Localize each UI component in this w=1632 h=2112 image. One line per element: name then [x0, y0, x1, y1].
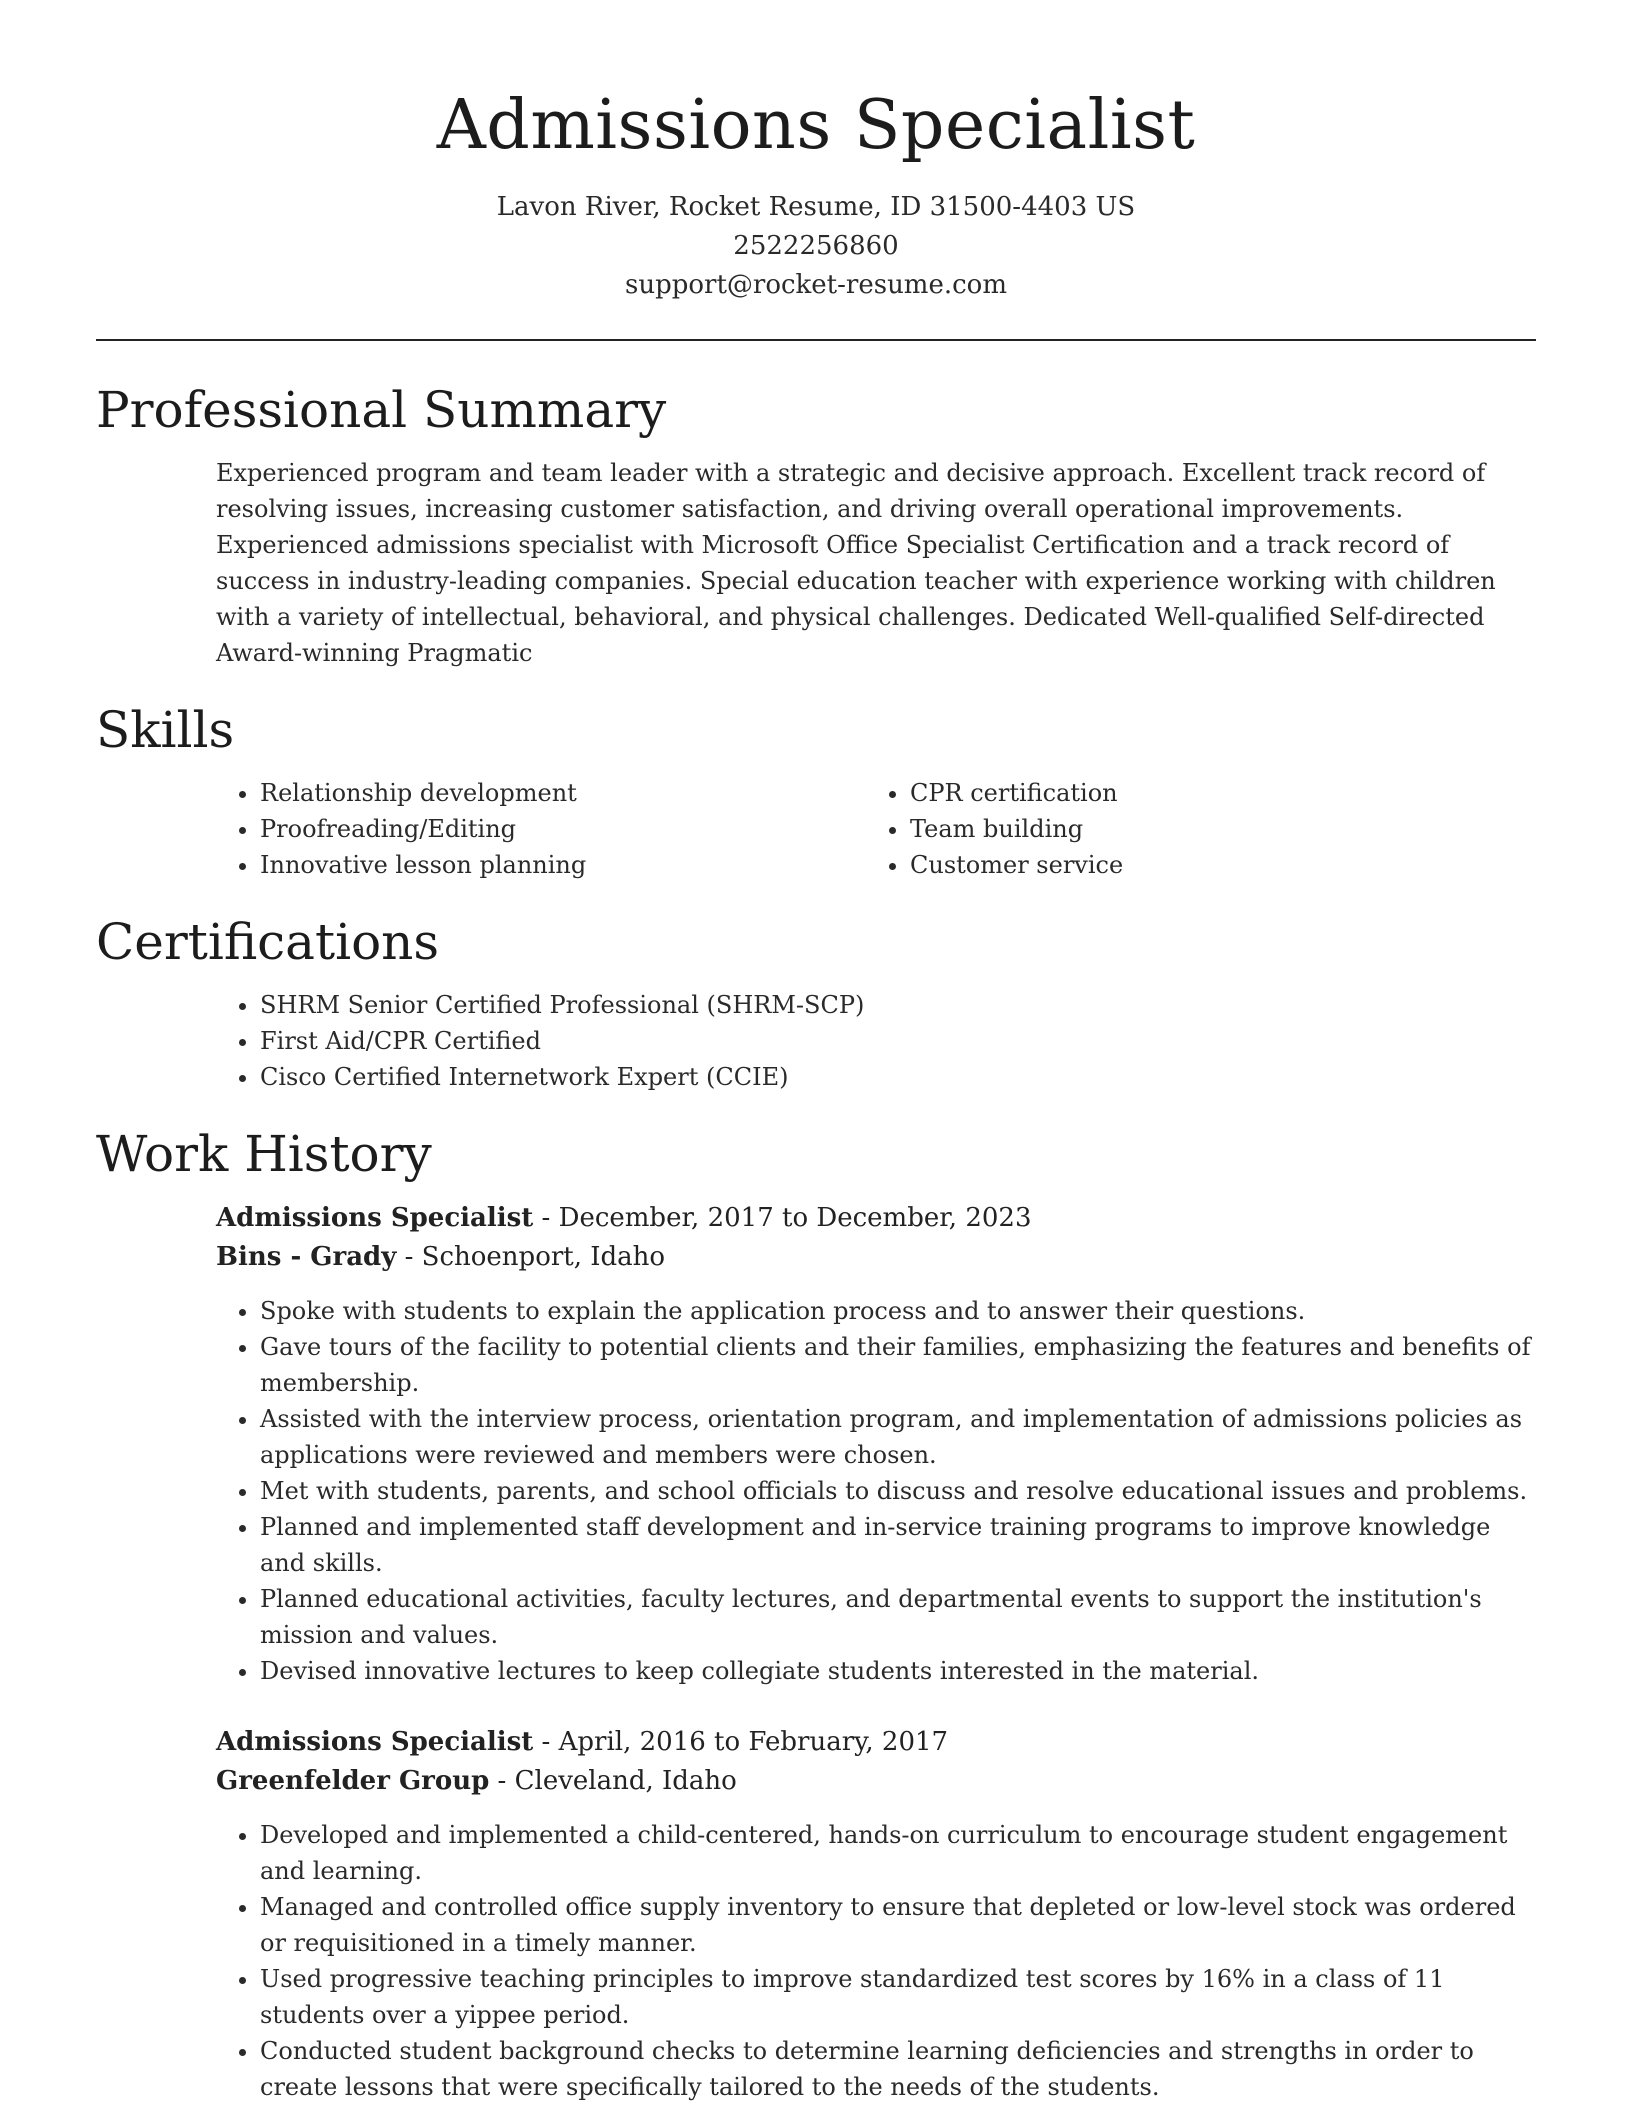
candidate-name: Admissions Specialist: [436, 86, 1196, 165]
skill-item: • Innovative lesson planning: [260, 847, 866, 883]
job-title-line: [216, 1199, 1536, 1238]
job-dates: - December, 2017 to December, 2023: [533, 1203, 1032, 1233]
contact-info: [96, 188, 1536, 305]
job-entry: [216, 1199, 1536, 1689]
job-bullet: • Devised innovative lectures to keep collegiate students interested in the material.: [260, 1653, 1536, 1689]
skill-item: • Relationship development: [260, 775, 866, 811]
contact-address: Lavon River, Rocket Resume, ID 31500-4403 US: [496, 192, 1136, 222]
skills-column-right: [866, 775, 1516, 883]
job-bullet: • Met with students, parents, and school officials to discuss and resolve educational issues and problems.: [260, 1473, 1536, 1509]
job-company-line: [216, 1238, 1536, 1277]
resume-header: [96, 0, 1536, 305]
certification-item: • First Aid/CPR Certified: [260, 1023, 1536, 1059]
skill-item: • Customer service: [910, 847, 1516, 883]
job-dates: - April, 2016 to February, 2017: [533, 1727, 949, 1757]
certification-item: • SHRM Senior Certified Professional (SHRM-SCP): [260, 987, 1536, 1023]
job-bullet: • Planned and implemented staff development and in-service training programs to improve knowledge and skills.: [260, 1509, 1536, 1581]
job-title: Admissions Specialist: [216, 1727, 534, 1757]
summary-text: Experienced program and team leader with a strategic and decisive approach. Excellent track record of resolving issues, increasing customer satisfaction, and driving overall operational improvements. Experienced admissions specialist with Microsoft Office Specialist Certification and a track record of success in industry-leading companies. Special education teacher with experience working with children with a variety of intellectual, behavioral, and physical challenges. Dedicated Well-qualified Self-directed Award-winning Pragmatic: [216, 459, 1496, 667]
job-entry: [216, 1723, 1536, 2105]
summary-section: [96, 379, 1536, 671]
header-divider: [96, 339, 1536, 341]
certification-item: • Cisco Certified Internetwork Expert (CCIE): [260, 1059, 1536, 1095]
job-title-line: [216, 1723, 1536, 1762]
certifications-list: [216, 987, 1536, 1095]
resume-page: [96, 0, 1536, 2105]
job-bullet: • Developed and implemented a child-centered, hands-on curriculum to encourage student engagement and learning.: [260, 1817, 1536, 1889]
certifications-section: [96, 911, 1536, 1095]
job-bullet: • Conducted student background checks to determine learning deficiencies and strengths in order to create lessons that were specifically tailored to the needs of the students.: [260, 2033, 1536, 2105]
job-company-line: [216, 1762, 1536, 1801]
skills-heading: Skills: [96, 701, 235, 759]
job-bullet: • Assisted with the interview process, orientation program, and implementation of admissions policies as applications were reviewed and members were chosen.: [260, 1401, 1536, 1473]
certifications-heading: Certifications: [96, 913, 440, 971]
skills-grid: [216, 775, 1536, 883]
job-bullets: [216, 1817, 1536, 2105]
job-bullet: • Used progressive teaching principles to improve standardized test scores by 16% in a class of 11 students over a yippee period.: [260, 1961, 1536, 2033]
job-location: - Cleveland, Idaho: [489, 1766, 737, 1796]
skills-column-left: [216, 775, 866, 883]
skill-item: • CPR certification: [910, 775, 1516, 811]
work-history-section: [96, 1123, 1536, 2105]
job-bullet: • Spoke with students to explain the application process and to answer their questions.: [260, 1293, 1536, 1329]
skill-item: • Proofreading/Editing: [260, 811, 866, 847]
contact-email: support@rocket-resume.com: [624, 270, 1007, 300]
job-bullet: • Managed and controlled office supply inventory to ensure that depleted or low-level stock was ordered or requisitioned in a timely manner.: [260, 1889, 1536, 1961]
job-bullet: • Gave tours of the facility to potential clients and their families, emphasizing the features and benefits of membership.: [260, 1329, 1536, 1401]
summary-heading: Professional Summary: [96, 381, 667, 439]
work-history-heading: Work History: [96, 1125, 432, 1183]
job-bullet: • Planned educational activities, faculty lectures, and departmental events to support the institution's mission and values.: [260, 1581, 1536, 1653]
job-bullets: [216, 1293, 1536, 1689]
skill-item: • Team building: [910, 811, 1516, 847]
job-title: Admissions Specialist: [216, 1203, 534, 1233]
contact-phone: 2522256860: [733, 231, 899, 261]
job-company: Bins - Grady: [216, 1242, 397, 1272]
job-company: Greenfelder Group: [216, 1766, 490, 1796]
skills-section: [96, 699, 1536, 883]
job-location: - Schoenport, Idaho: [396, 1242, 666, 1272]
